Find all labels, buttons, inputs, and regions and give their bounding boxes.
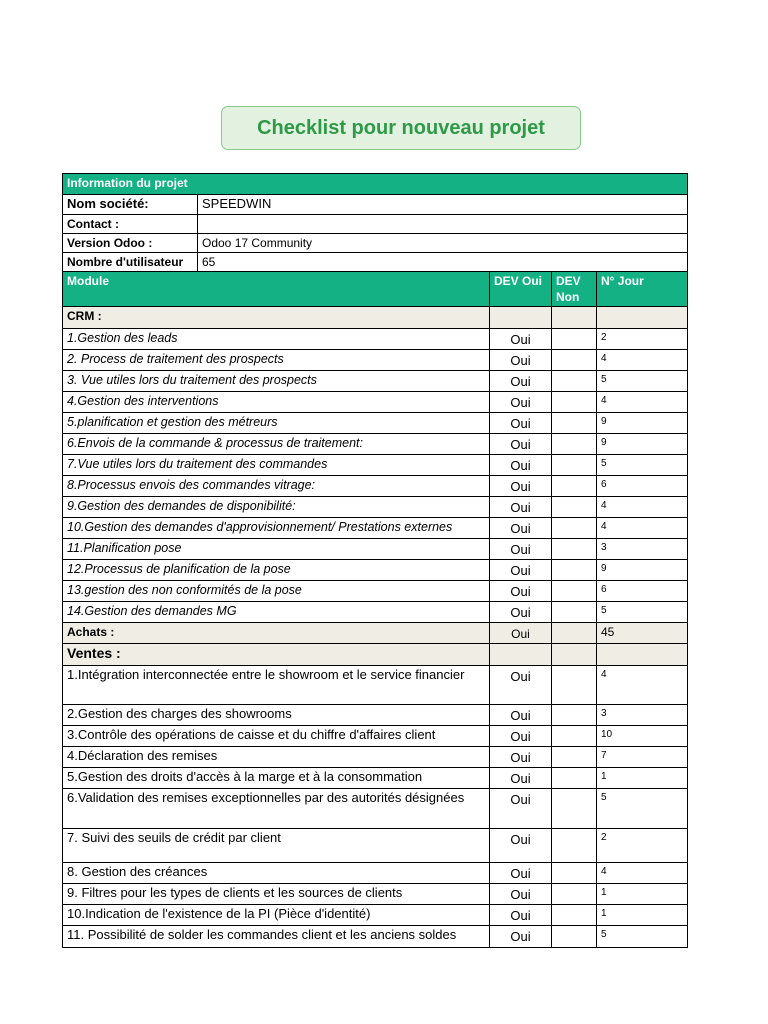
table-row [63,829,688,863]
company-label: Nom société: [63,195,198,215]
dev-non-cell [552,602,597,623]
dev-non-cell [552,705,597,726]
day-cell: 10 [597,726,688,747]
contact-value [198,215,688,234]
module-label: 7. Suivi des seuils de crédit par client [63,829,490,863]
dev-oui-cell: Oui [490,413,552,434]
module-label: 7.Vue utiles lors du traitement des commandes [63,455,490,476]
table-row [63,539,688,560]
dev-oui-cell: Oui [490,747,552,768]
table-row [63,768,688,789]
table-row [63,789,688,829]
info-header-row [63,174,688,195]
dev-non-cell [552,644,597,666]
module-label: 6.Envois de la commande & processus de traitement: [63,434,490,455]
day-cell: 3 [597,539,688,560]
day-cell: 9 [597,413,688,434]
col-dev-non [552,272,597,307]
dev-non-cell [552,905,597,926]
table-row [63,602,688,623]
checklist-table [62,173,688,948]
info-header: Information du projet [63,174,688,195]
module-label: 9. Filtres pour les types de clients et les sources de clients [63,884,490,905]
dev-oui-cell: Oui [490,329,552,350]
day-cell: 45 [597,623,688,644]
columns-header-row [63,272,688,307]
dev-non-cell [552,476,597,497]
dev-oui-cell: Oui [490,829,552,863]
day-cell: 1 [597,905,688,926]
dev-oui-cell: Oui [490,705,552,726]
dev-oui-cell: Oui [490,666,552,705]
module-label: 9.Gestion des demandes de disponibilité: [63,497,490,518]
table-row [63,413,688,434]
day-cell: 1 [597,768,688,789]
dev-non-cell [552,371,597,392]
table-row [63,747,688,768]
version-value: Odoo 17 Community [198,234,688,253]
table-row [63,560,688,581]
table-row [63,434,688,455]
table-row [63,497,688,518]
day-cell: 4 [597,497,688,518]
dev-non-cell [552,863,597,884]
dev-oui-cell: Oui [490,789,552,829]
day-cell: 6 [597,581,688,602]
dev-non-cell [552,329,597,350]
section-row-crm [63,307,688,329]
dev-oui-cell [490,307,552,329]
module-label: 5.planification et gestion des métreurs [63,413,490,434]
dev-non-cell [552,623,597,644]
module-label: 4.Gestion des interventions [63,392,490,413]
dev-oui-cell: Oui [490,602,552,623]
module-label: 11. Possibilité de solder les commandes client et les anciens soldes [63,926,490,948]
dev-non-cell [552,434,597,455]
table-row [63,926,688,948]
table-row [63,726,688,747]
dev-non-cell [552,581,597,602]
day-cell: 4 [597,666,688,705]
dev-non-cell [552,518,597,539]
module-label: 1.Intégration interconnectée entre le showroom et le service financier [63,666,490,705]
table-row [63,455,688,476]
table-row [63,905,688,926]
day-cell: 5 [597,789,688,829]
module-label: 12.Processus de planification de la pose [63,560,490,581]
module-label: 13.gestion des non conformités de la pose [63,581,490,602]
dev-non-cell [552,497,597,518]
section-row-ventes [63,644,688,666]
dev-oui-cell: Oui [490,905,552,926]
contact-label: Contact : [63,215,198,234]
day-cell: 9 [597,560,688,581]
info-row [63,234,688,253]
dev-non-cell [552,539,597,560]
dev-oui-cell: Oui [490,539,552,560]
dev-oui-cell: Oui [490,560,552,581]
table-row [63,884,688,905]
table-row [63,518,688,539]
module-label: 6.Validation des remises exceptionnelles par des autorités désignées [63,789,490,829]
info-row [63,253,688,272]
col-dev-oui: DEV Oui [490,272,552,307]
dev-non-cell [552,560,597,581]
day-cell: 4 [597,392,688,413]
dev-oui-cell: Oui [490,392,552,413]
section-row-achats [63,623,688,644]
table-row [63,350,688,371]
dev-oui-cell: Oui [490,623,552,644]
info-row [63,215,688,234]
table-row [63,705,688,726]
dev-oui-cell: Oui [490,371,552,392]
dev-oui-cell: Oui [490,768,552,789]
day-cell: 4 [597,863,688,884]
module-label: 2. Process de traitement des prospects [63,350,490,371]
users-label: Nombre d'utilisateur [63,253,198,272]
dev-oui-cell: Oui [490,497,552,518]
col-dev-non-line2: Non [556,290,580,304]
section-title: CRM : [63,307,490,329]
day-cell: 4 [597,350,688,371]
day-cell: 6 [597,476,688,497]
col-module: Module [63,272,490,307]
dev-oui-cell: Oui [490,455,552,476]
dev-non-cell [552,413,597,434]
day-cell: 5 [597,455,688,476]
dev-oui-cell: Oui [490,434,552,455]
dev-oui-cell: Oui [490,518,552,539]
col-dev-non-line1: DEV [556,274,581,288]
dev-non-cell [552,350,597,371]
day-cell: 5 [597,371,688,392]
dev-oui-cell: Oui [490,476,552,497]
dev-oui-cell: Oui [490,926,552,948]
dev-oui-cell: Oui [490,581,552,602]
section-title: Achats : [63,623,490,644]
users-value: 65 [198,253,688,272]
dev-non-cell [552,884,597,905]
module-label: 14.Gestion des demandes MG [63,602,490,623]
day-cell: 1 [597,884,688,905]
dev-non-cell [552,455,597,476]
section-title: Ventes : [63,644,490,666]
day-cell: 5 [597,926,688,948]
dev-non-cell [552,392,597,413]
module-label: 3.Contrôle des opérations de caisse et du chiffre d'affaires client [63,726,490,747]
day-cell: 5 [597,602,688,623]
dev-oui-cell: Oui [490,350,552,371]
dev-non-cell [552,747,597,768]
table-row [63,371,688,392]
module-label: 1.Gestion des leads [63,329,490,350]
table-row [63,666,688,705]
company-value: SPEEDWIN [198,195,688,215]
day-cell [597,644,688,666]
dev-oui-cell: Oui [490,863,552,884]
day-cell: 3 [597,705,688,726]
dev-oui-cell [490,644,552,666]
module-label: 5.Gestion des droits d'accès à la marge et à la consommation [63,768,490,789]
dev-non-cell [552,926,597,948]
table-row [63,392,688,413]
module-label: 10.Gestion des demandes d'approvisionnement/ Prestations externes [63,518,490,539]
dev-non-cell [552,768,597,789]
module-label: 2.Gestion des charges des showrooms [63,705,490,726]
info-row [63,195,688,215]
dev-non-cell [552,666,597,705]
table-row [63,863,688,884]
dev-oui-cell: Oui [490,884,552,905]
module-label: 3. Vue utiles lors du traitement des prospects [63,371,490,392]
day-cell: 2 [597,329,688,350]
table-row [63,476,688,497]
module-label: 4.Déclaration des remises [63,747,490,768]
day-cell: 2 [597,829,688,863]
module-label: 8. Gestion des créances [63,863,490,884]
version-label: Version Odoo : [63,234,198,253]
day-cell: 7 [597,747,688,768]
dev-non-cell [552,307,597,329]
module-label: 11.Planification pose [63,539,490,560]
module-label: 10.Indication de l'existence de la PI (Pièce d'identité) [63,905,490,926]
table-row [63,329,688,350]
day-cell: 9 [597,434,688,455]
dev-oui-cell: Oui [490,726,552,747]
table-row [63,581,688,602]
day-cell [597,307,688,329]
col-jour: N° Jour [597,272,688,307]
module-label: 8.Processus envois des commandes vitrage: [63,476,490,497]
dev-non-cell [552,726,597,747]
dev-non-cell [552,829,597,863]
page-title: Checklist pour nouveau projet [221,106,581,150]
dev-non-cell [552,789,597,829]
day-cell: 4 [597,518,688,539]
